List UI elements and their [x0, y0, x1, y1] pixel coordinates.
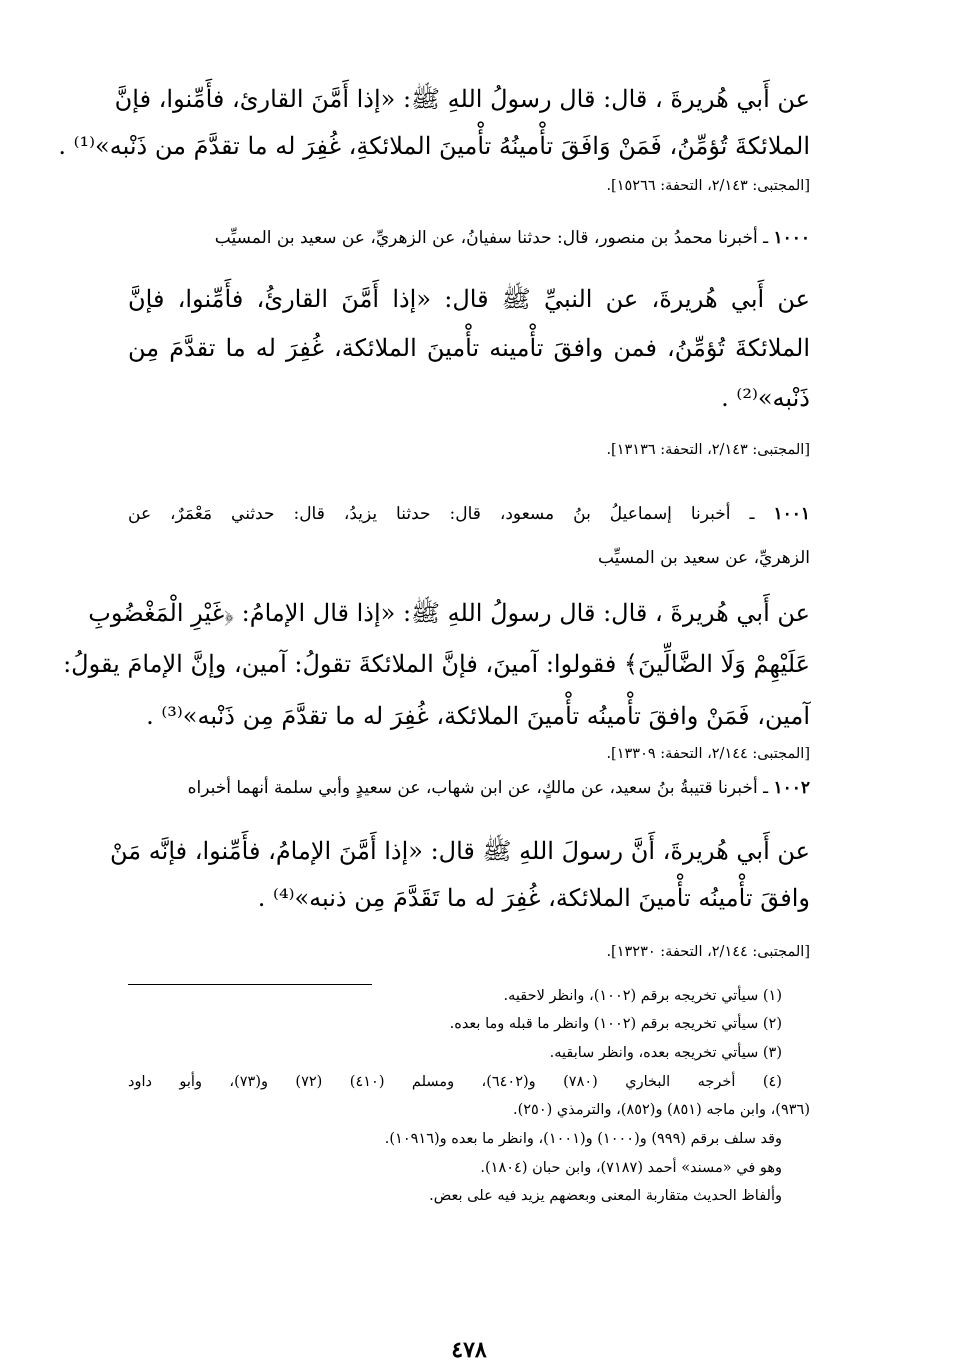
isnad-line: [128, 778, 810, 798]
isnad-text: ـ أخبرنا قتيبةُ بنُ سعيد، عن مالكٍ، عن ابن شهاب، عن سعيدٍ وأبي سلمة أنهما أخبراه: [187, 778, 769, 798]
hadith-line: عن أَبي هُريرةَ ، قال: قال رسولُ اللهِ ﷺ: «إذا أَمَّنَ القارئ، فأَمِّنوا، فإنَّ: [114, 85, 810, 113]
footnote-divider: [128, 984, 372, 985]
footnote: وقد سلف برقم (٩٩٩) و(١٠٠٠) و(١٠٠١)، وانظر ما بعده و(١٠٩١٦).: [384, 1131, 782, 1147]
footnote: (٩٣٦)، وابن ماجه (٨٥١) و(٨٥٢)، والترمذي (٢٥٠).: [512, 1102, 810, 1118]
footnote: (٣) سيأتي تخريجه بعده، وانظر سابقيه.: [549, 1045, 782, 1061]
hadith-line: وافقَ تأْمينُه تأْمينَ الملائكة، غُفِرَ له ما تَقَدَّمَ مِن ذنبه»⁽⁴⁾ .: [257, 884, 810, 912]
isnad-line: [128, 228, 810, 248]
reference-line: [المجتبى: ٢/١٤٣، التحفة: ١٣١٣٦].: [606, 442, 810, 458]
footnote: وهو في «مسند» أحمد (٧١٨٧)، وابن حبان (١٨٠٤).: [480, 1160, 782, 1176]
hadith-number: ١٠٠١: [773, 504, 811, 524]
hadith-line: ذَنْبه»⁽²⁾ .: [721, 384, 810, 412]
hadith-line: عَلَيْهِمْ وَلَا الضَّالِّينَ﴾ فقولوا: آمينَ، فإنَّ الملائكةَ تقولُ: آمين، وإنَّ الإمامَ يقولُ:: [63, 650, 810, 678]
isnad-line: الزهريِّ، عن سعيد بن المسيِّب: [597, 548, 810, 568]
hadith-line: عن أَبي هُريرةَ، عن النبيِّ ﷺ قال: «إذا أَمَّنَ القارئُ، فأَمِّنوا، فإنَّ: [128, 285, 810, 313]
footnote: وألفاظ الحديث متقاربة المعنى وبعضهم يزيد فيه على بعض.: [429, 1188, 782, 1204]
reference-line: [المجتبى: ٢/١٤٣، التحفة: ١٥٢٦٦].: [606, 178, 810, 194]
reference-line: [المجتبى: ٢/١٤٤، التحفة: ١٣٣٠٩].: [606, 746, 810, 762]
hadith-line: عن أَبي هُريرةَ ، قال: قال رسولُ اللهِ ﷺ: «إذا قال الإمامُ: ﴿غَيْرِ الْمَغْضُوبِ: [88, 599, 810, 627]
hadith-line: الملائكةَ تُؤمِّنُ، فَمَنْ وَافَقَ تأْمينُهُ تأْمينَ الملائكةِ، غُفِرَ له ما تقدَّمَ من ذَنْبه»⁽¹⁾ .: [58, 132, 810, 160]
hadith-line: الملائكةَ تُؤمِّنُ، فمن وافقَ تأْمينه تأْمينَ الملائكة، غُفِرَ له ما تقدَّمَ مِن: [128, 334, 810, 362]
hadith-number: ١٠٠٠: [773, 228, 810, 248]
footnote: (٤) أخرجه البخاري (٧٨٠) و(٦٤٠٢)، ومسلم (٤١٠) (٧٢) و(٧٣)، وأبو داود: [128, 1074, 782, 1090]
reference-line: [المجتبى: ٢/١٤٤، التحفة: ١٣٢٣٠].: [606, 944, 810, 960]
isnad-line: [128, 504, 810, 524]
page-number: ٤٧٨: [451, 1337, 487, 1363]
hadith-line: آمين، فَمَنْ وافقَ تأْمينُه تأْمينَ الملائكة، غُفِرَ له ما تقدَّمَ مِن ذَنْبه»⁽³⁾ .: [146, 702, 810, 730]
isnad-text: ـ أخبرنا إسماعيلُ بنُ مسعود، قال: حدثنا يزيدُ، قال: حدثني مَعْمَرٌ، عن: [128, 504, 755, 524]
hadith-line: عن أَبي هُريرةَ، أَنَّ رسولَ اللهِ ﷺ قال: «إذا أَمَّنَ الإمامُ، فأَمِّنوا، فإنَّه مَنْ: [110, 837, 810, 865]
footnote: (٢) سيأتي تخريجه برقم (١٠٠٢) وانظر ما قبله وما بعده.: [449, 1016, 782, 1032]
isnad-text: ـ أخبرنا محمدُ بن منصور، قال: حدثنا سفيانُ، عن الزهريِّ، عن سعيد بن المسيِّب: [214, 228, 769, 248]
hadith-number: ١٠٠٢: [773, 778, 810, 798]
footnote: (١) سيأتي تخريجه برقم (١٠٠٢)، وانظر لاحقيه.: [503, 988, 782, 1004]
